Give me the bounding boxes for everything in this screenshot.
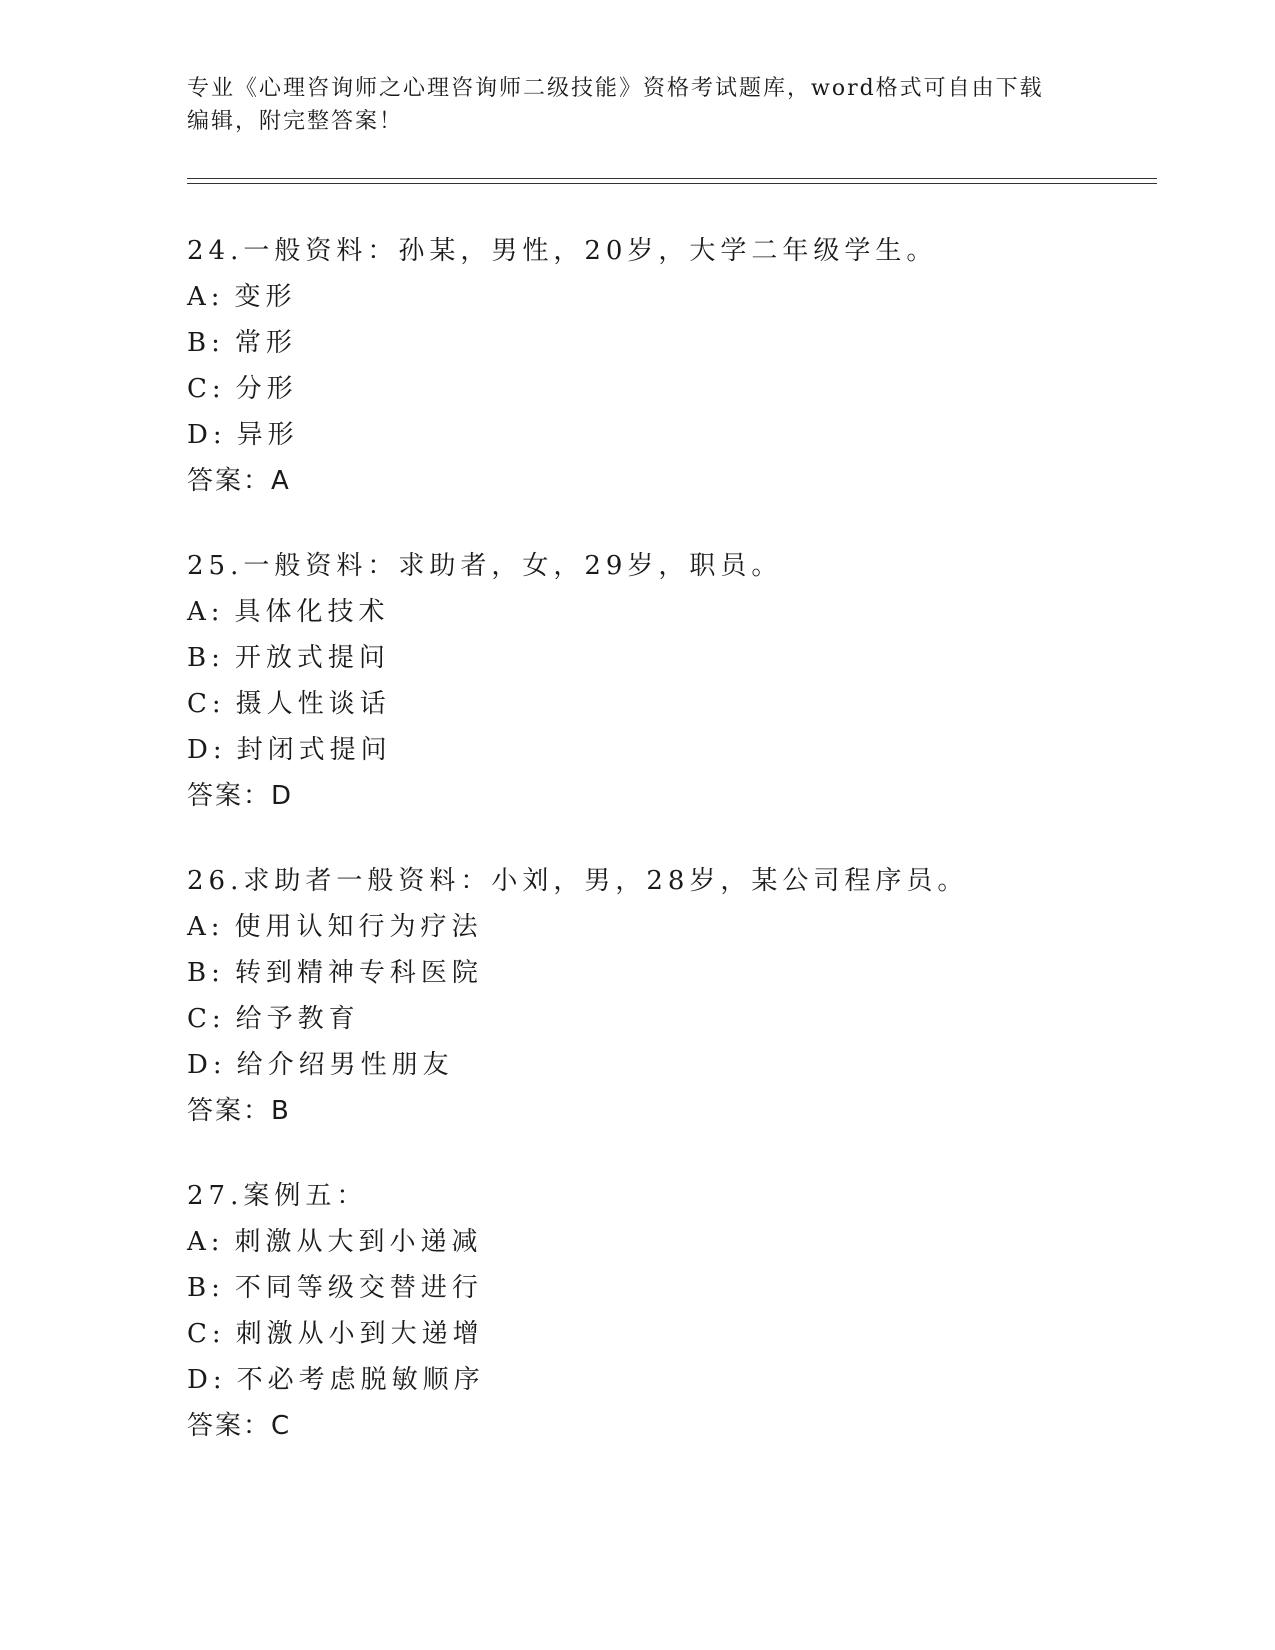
option-key: B: [187, 643, 225, 673]
question-25 [187, 543, 1137, 819]
option-a [187, 1219, 1137, 1265]
answer: 答案：D [187, 781, 294, 811]
option-key: D: [187, 1050, 227, 1080]
option-d [187, 1042, 1137, 1088]
option-text: 给介绍男性朋友 [236, 1050, 454, 1080]
option-key: B: [187, 1273, 225, 1303]
header-divider-top [187, 178, 1157, 179]
option-text: 具体化技术 [234, 597, 390, 627]
option-text: 给予教育 [235, 1004, 360, 1034]
option-key: C: [187, 689, 226, 719]
question-26 [187, 858, 1137, 1134]
option-d [187, 727, 1137, 773]
option-text: 变形 [234, 282, 297, 312]
option-text: 封闭式提问 [236, 735, 392, 765]
option-text: 摄人性谈话 [235, 689, 391, 719]
option-text: 异形 [236, 420, 299, 450]
answer: 答案：C [187, 1411, 292, 1441]
question-stem: 26.求助者一般资料：小刘，男，28岁，某公司程序员。 [187, 866, 969, 896]
option-text: 刺激从大到小递减 [234, 1227, 483, 1257]
option-c [187, 681, 1137, 727]
option-b [187, 950, 1137, 996]
header-line-1: 专业《心理咨询师之心理咨询师二级技能》资格考试题库，word格式可自由下载 [187, 76, 1044, 101]
option-key: A: [187, 912, 225, 942]
option-text: 开放式提问 [234, 643, 390, 673]
option-c [187, 996, 1137, 1042]
option-c [187, 366, 1137, 412]
option-a [187, 589, 1137, 635]
option-key: B: [187, 958, 225, 988]
document-header [187, 72, 1087, 138]
option-text: 使用认知行为疗法 [234, 912, 483, 942]
option-text: 分形 [235, 374, 298, 404]
header-line-2: 编辑，附完整答案！ [187, 109, 404, 134]
option-key: A: [187, 1227, 225, 1257]
option-key: C: [187, 374, 226, 404]
option-c [187, 1311, 1137, 1357]
answer: 答案：A [187, 466, 291, 496]
option-d [187, 412, 1137, 458]
header-divider-bottom [187, 183, 1157, 184]
option-text: 常形 [234, 328, 297, 358]
option-key: C: [187, 1319, 226, 1349]
option-b [187, 320, 1137, 366]
question-24 [187, 228, 1137, 504]
option-key: B: [187, 328, 225, 358]
option-key: D: [187, 420, 227, 450]
option-key: D: [187, 735, 227, 765]
option-d [187, 1357, 1137, 1403]
question-stem: 27.案例五： [187, 1181, 368, 1211]
option-key: A: [187, 597, 225, 627]
option-a [187, 274, 1137, 320]
question-27 [187, 1173, 1137, 1449]
answer: 答案：B [187, 1096, 291, 1126]
option-a [187, 904, 1137, 950]
option-key: C: [187, 1004, 226, 1034]
question-stem: 24.一般资料：孙某，男性，20岁，大学二年级学生。 [187, 236, 938, 266]
option-b [187, 635, 1137, 681]
option-text: 转到精神专科医院 [234, 958, 483, 988]
option-key: D: [187, 1365, 227, 1395]
question-stem: 25.一般资料：求助者，女，29岁，职员。 [187, 551, 783, 581]
option-b [187, 1265, 1137, 1311]
option-text: 不必考虑脱敏顺序 [236, 1365, 485, 1395]
question-list [187, 228, 1137, 1488]
option-key: A: [187, 282, 225, 312]
option-text: 刺激从小到大递增 [235, 1319, 484, 1349]
option-text: 不同等级交替进行 [234, 1273, 483, 1303]
